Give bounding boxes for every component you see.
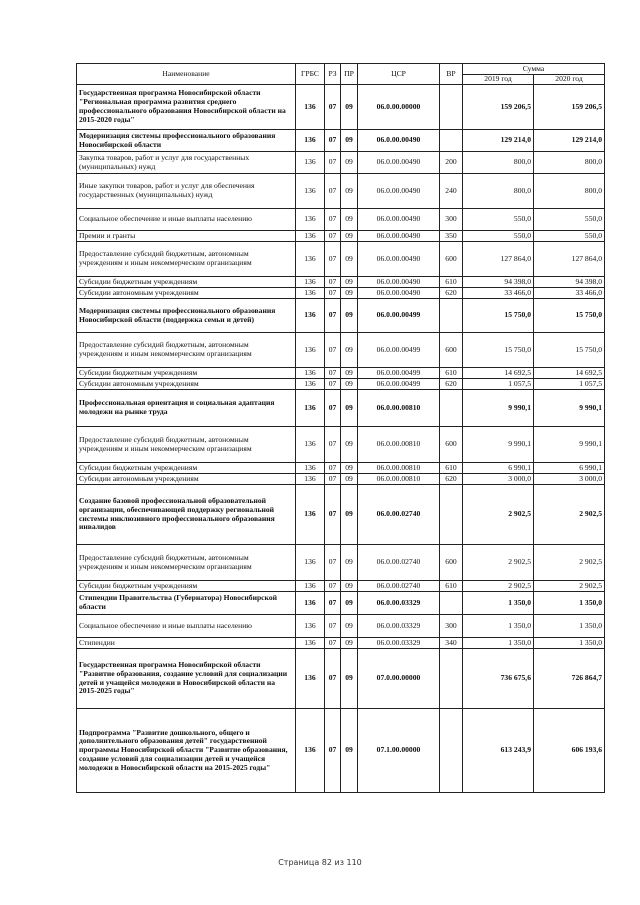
cell-sum-2020: 15 750,0 [534, 333, 605, 368]
cell-grbs: 136 [296, 581, 325, 592]
cell-csr: 06.0.00.03329 [358, 592, 440, 615]
cell-sum-2019: 800,0 [463, 152, 534, 174]
cell-grbs: 136 [296, 277, 325, 288]
table-row [77, 368, 605, 379]
cell-grbs: 136 [296, 638, 325, 649]
cell-csr: 06.0.00.00490 [358, 242, 440, 277]
table-row [77, 85, 605, 130]
cell-rz: 07 [325, 368, 341, 379]
cell-rz: 07 [325, 242, 341, 277]
cell-sum-2019: 15 750,0 [463, 299, 534, 333]
table-row [77, 485, 605, 545]
cell-rz: 07 [325, 427, 341, 463]
cell-sum-2019: 6 990,1 [463, 463, 534, 474]
table-row [77, 242, 605, 277]
header-pr: ПР [341, 64, 358, 85]
cell-csr: 06.0.00.00490 [358, 231, 440, 242]
cell-rz: 07 [325, 709, 341, 793]
cell-sum-2020: 3 000,0 [534, 474, 605, 485]
cell-csr: 06.0.00.00499 [358, 333, 440, 368]
table-row [77, 649, 605, 709]
table-row [77, 474, 605, 485]
cell-vr: 600 [440, 427, 463, 463]
cell-name: Предоставление субсидий бюджетным, автономным учреждениям и иным некоммерческим организациям [77, 242, 296, 277]
cell-sum-2020: 1 350,0 [534, 615, 605, 638]
cell-csr: 06.0.00.00490 [358, 209, 440, 231]
cell-csr: 07.0.00.00000 [358, 649, 440, 709]
cell-vr [440, 709, 463, 793]
cell-rz: 07 [325, 463, 341, 474]
cell-sum-2019: 94 398,0 [463, 277, 534, 288]
cell-name: Субсидии бюджетным учреждениям [77, 581, 296, 592]
cell-sum-2020: 1 057,5 [534, 379, 605, 390]
cell-rz: 07 [325, 638, 341, 649]
cell-sum-2020: 94 398,0 [534, 277, 605, 288]
cell-grbs: 136 [296, 85, 325, 130]
cell-name: Модернизация системы профессионального образования Новосибирской области [77, 130, 296, 152]
cell-pr: 09 [341, 277, 358, 288]
cell-vr [440, 390, 463, 427]
cell-pr: 09 [341, 288, 358, 299]
cell-name: Субсидии автономным учреждениям [77, 474, 296, 485]
cell-name: Субсидии автономным учреждениям [77, 379, 296, 390]
cell-name: Создание базовой профессиональной образовательной организации, обеспечивающей поддержку региональной системы инклюзивного профессионального образования инвалидов [77, 485, 296, 545]
cell-grbs: 136 [296, 299, 325, 333]
cell-pr: 09 [341, 152, 358, 174]
cell-rz: 07 [325, 231, 341, 242]
cell-rz: 07 [325, 333, 341, 368]
cell-name: Стипендии Правительства (Губернатора) Новосибирской области [77, 592, 296, 615]
cell-grbs: 136 [296, 463, 325, 474]
table-row [77, 390, 605, 427]
cell-sum-2020: 800,0 [534, 152, 605, 174]
cell-sum-2019: 33 466,0 [463, 288, 534, 299]
cell-grbs: 136 [296, 615, 325, 638]
cell-sum-2019: 15 750,0 [463, 333, 534, 368]
cell-pr: 09 [341, 174, 358, 209]
cell-grbs: 136 [296, 592, 325, 615]
cell-pr: 09 [341, 474, 358, 485]
cell-vr: 610 [440, 581, 463, 592]
cell-rz: 07 [325, 379, 341, 390]
header-2019: 2019 год [463, 75, 534, 85]
page-number: Страница 82 из 110 [278, 858, 362, 867]
cell-rz: 07 [325, 299, 341, 333]
cell-grbs: 136 [296, 368, 325, 379]
budget-table [76, 63, 605, 793]
cell-grbs: 136 [296, 649, 325, 709]
cell-pr: 09 [341, 581, 358, 592]
cell-sum-2019: 9 990,1 [463, 427, 534, 463]
cell-csr: 06.0.00.00499 [358, 299, 440, 333]
table-row [77, 277, 605, 288]
cell-name: Субсидии автономным учреждениям [77, 288, 296, 299]
cell-sum-2019: 613 243,9 [463, 709, 534, 793]
cell-name: Подпрограмма "Развитие дошкольного, общего и дополнительного образования детей" государственной программы Новосибирской области "Развитие образования, создание условий для социализации детей и учащейся молодежи в Новосибирской области на 2015-2025 годы" [77, 709, 296, 793]
cell-name: Предоставление субсидий бюджетным, автономным учреждениям и иным некоммерческим организациям [77, 427, 296, 463]
cell-name: Государственная программа Новосибирской области "Развитие образования, создание условий для социализации детей и учащейся молодежи в Новосибирской области на 2015-2025 годы" [77, 649, 296, 709]
cell-name: Субсидии бюджетным учреждениям [77, 368, 296, 379]
cell-rz: 07 [325, 288, 341, 299]
cell-sum-2020: 9 990,1 [534, 390, 605, 427]
cell-vr [440, 485, 463, 545]
cell-csr: 06.0.00.00490 [358, 174, 440, 209]
cell-csr: 06.0.00.00000 [358, 85, 440, 130]
cell-rz: 07 [325, 649, 341, 709]
cell-pr: 09 [341, 649, 358, 709]
table-row [77, 581, 605, 592]
cell-grbs: 136 [296, 709, 325, 793]
cell-name: Предоставление субсидий бюджетным, автономным учреждениям и иным некоммерческим организациям [77, 545, 296, 581]
cell-pr: 09 [341, 333, 358, 368]
cell-rz: 07 [325, 615, 341, 638]
table-row [77, 379, 605, 390]
cell-csr: 06.0.00.00810 [358, 463, 440, 474]
cell-pr: 09 [341, 545, 358, 581]
cell-vr [440, 299, 463, 333]
cell-vr: 620 [440, 379, 463, 390]
cell-sum-2020: 800,0 [534, 174, 605, 209]
header-sum: Сумма [463, 64, 605, 75]
cell-sum-2020: 127 864,0 [534, 242, 605, 277]
cell-vr: 610 [440, 368, 463, 379]
cell-rz: 07 [325, 209, 341, 231]
cell-pr: 09 [341, 709, 358, 793]
cell-pr: 09 [341, 299, 358, 333]
cell-grbs: 136 [296, 390, 325, 427]
cell-csr: 06.0.00.03329 [358, 638, 440, 649]
cell-sum-2019: 2 902,5 [463, 545, 534, 581]
cell-name: Социальное обеспечение и иные выплаты населению [77, 615, 296, 638]
cell-grbs: 136 [296, 474, 325, 485]
cell-sum-2020: 159 206,5 [534, 85, 605, 130]
cell-name: Стипендии [77, 638, 296, 649]
cell-sum-2019: 1 350,0 [463, 592, 534, 615]
cell-pr: 09 [341, 231, 358, 242]
cell-grbs: 136 [296, 427, 325, 463]
table-row [77, 592, 605, 615]
cell-pr: 09 [341, 368, 358, 379]
table-row [77, 709, 605, 793]
cell-csr: 06.0.00.00810 [358, 427, 440, 463]
header-name: Наименование [77, 64, 296, 85]
cell-grbs: 136 [296, 231, 325, 242]
cell-vr: 600 [440, 242, 463, 277]
cell-vr [440, 85, 463, 130]
table-body [77, 85, 605, 793]
cell-grbs: 136 [296, 152, 325, 174]
cell-sum-2020: 550,0 [534, 231, 605, 242]
header-rz: РЗ [325, 64, 341, 85]
cell-pr: 09 [341, 485, 358, 545]
cell-sum-2020: 129 214,0 [534, 130, 605, 152]
cell-vr: 240 [440, 174, 463, 209]
cell-name: Модернизация системы профессионального образования Новосибирской области (поддержка семьи и детей) [77, 299, 296, 333]
cell-name: Профессиональная ориентация и социальная адаптация молодежи на рынке труда [77, 390, 296, 427]
cell-vr: 610 [440, 277, 463, 288]
cell-csr: 06.0.00.00490 [358, 130, 440, 152]
cell-sum-2019: 2 902,5 [463, 485, 534, 545]
cell-csr: 06.0.00.00810 [358, 390, 440, 427]
header-2020: 2020 год [534, 75, 605, 85]
cell-rz: 07 [325, 581, 341, 592]
cell-vr: 620 [440, 288, 463, 299]
cell-name: Предоставление субсидий бюджетным, автономным учреждениям и иным некоммерческим организациям [77, 333, 296, 368]
cell-csr: 06.0.00.00810 [358, 474, 440, 485]
cell-rz: 07 [325, 592, 341, 615]
cell-sum-2020: 14 692,5 [534, 368, 605, 379]
header-grbs: ГРБС [296, 64, 325, 85]
table-row [77, 231, 605, 242]
cell-pr: 09 [341, 130, 358, 152]
cell-sum-2020: 15 750,0 [534, 299, 605, 333]
cell-name: Социальное обеспечение и иные выплаты населению [77, 209, 296, 231]
cell-rz: 07 [325, 390, 341, 427]
cell-sum-2020: 2 902,5 [534, 485, 605, 545]
cell-rz: 07 [325, 545, 341, 581]
cell-name: Премии и гранты [77, 231, 296, 242]
cell-sum-2020: 1 350,0 [534, 638, 605, 649]
cell-vr: 300 [440, 615, 463, 638]
cell-name: Субсидии бюджетным учреждениям [77, 463, 296, 474]
cell-vr [440, 592, 463, 615]
cell-vr: 300 [440, 209, 463, 231]
cell-sum-2019: 159 206,5 [463, 85, 534, 130]
cell-csr: 06.0.00.00490 [358, 288, 440, 299]
cell-sum-2019: 1 350,0 [463, 615, 534, 638]
cell-grbs: 136 [296, 288, 325, 299]
cell-rz: 07 [325, 174, 341, 209]
cell-sum-2020: 1 350,0 [534, 592, 605, 615]
cell-vr: 620 [440, 474, 463, 485]
cell-pr: 09 [341, 638, 358, 649]
cell-grbs: 136 [296, 242, 325, 277]
cell-pr: 09 [341, 463, 358, 474]
cell-rz: 07 [325, 85, 341, 130]
table-row [77, 427, 605, 463]
cell-sum-2019: 9 990,1 [463, 390, 534, 427]
cell-pr: 09 [341, 427, 358, 463]
cell-grbs: 136 [296, 545, 325, 581]
cell-sum-2020: 550,0 [534, 209, 605, 231]
cell-pr: 09 [341, 592, 358, 615]
cell-sum-2019: 800,0 [463, 174, 534, 209]
table-row [77, 463, 605, 474]
cell-sum-2020: 33 466,0 [534, 288, 605, 299]
cell-sum-2019: 1 057,5 [463, 379, 534, 390]
cell-pr: 09 [341, 379, 358, 390]
cell-name: Субсидии бюджетным учреждениям [77, 277, 296, 288]
cell-csr: 06.0.00.02740 [358, 485, 440, 545]
cell-rz: 07 [325, 277, 341, 288]
table-row [77, 615, 605, 638]
cell-csr: 06.0.00.00499 [358, 368, 440, 379]
cell-sum-2019: 3 000,0 [463, 474, 534, 485]
cell-name: Иные закупки товаров, работ и услуг для обеспечения государственных (муниципальных) нужд [77, 174, 296, 209]
cell-sum-2020: 2 902,5 [534, 581, 605, 592]
cell-vr: 610 [440, 463, 463, 474]
cell-rz: 07 [325, 485, 341, 545]
cell-grbs: 136 [296, 174, 325, 209]
cell-pr: 09 [341, 85, 358, 130]
cell-grbs: 136 [296, 333, 325, 368]
cell-sum-2020: 6 990,1 [534, 463, 605, 474]
cell-pr: 09 [341, 615, 358, 638]
table-row [77, 209, 605, 231]
header-vr: ВР [440, 64, 463, 85]
cell-sum-2020: 726 864,7 [534, 649, 605, 709]
table-row [77, 152, 605, 174]
cell-sum-2020: 9 990,1 [534, 427, 605, 463]
cell-sum-2019: 550,0 [463, 209, 534, 231]
cell-csr: 06.0.00.02740 [358, 545, 440, 581]
cell-sum-2019: 550,0 [463, 231, 534, 242]
cell-sum-2019: 736 675,6 [463, 649, 534, 709]
cell-grbs: 136 [296, 209, 325, 231]
cell-sum-2019: 1 350,0 [463, 638, 534, 649]
cell-vr: 350 [440, 231, 463, 242]
cell-pr: 09 [341, 390, 358, 427]
cell-grbs: 136 [296, 130, 325, 152]
table-row [77, 299, 605, 333]
cell-sum-2019: 129 214,0 [463, 130, 534, 152]
table-row [77, 174, 605, 209]
header-csr: ЦСР [358, 64, 440, 85]
cell-vr [440, 649, 463, 709]
cell-rz: 07 [325, 130, 341, 152]
cell-rz: 07 [325, 152, 341, 174]
cell-name: Государственная программа Новосибирской области "Региональная программа развития среднего профессионального образования Новосибирской области на 2015-2020 годы" [77, 85, 296, 130]
cell-vr [440, 130, 463, 152]
cell-sum-2019: 127 864,0 [463, 242, 534, 277]
cell-csr: 06.0.00.03329 [358, 615, 440, 638]
cell-vr: 200 [440, 152, 463, 174]
cell-sum-2020: 2 902,5 [534, 545, 605, 581]
table-row [77, 545, 605, 581]
table-row [77, 288, 605, 299]
cell-name: Закупка товаров, работ и услуг для государственных (муниципальных) нужд [77, 152, 296, 174]
table-row [77, 130, 605, 152]
cell-csr: 06.0.00.00499 [358, 379, 440, 390]
cell-vr: 600 [440, 545, 463, 581]
cell-sum-2019: 2 902,5 [463, 581, 534, 592]
cell-sum-2020: 606 193,6 [534, 709, 605, 793]
cell-pr: 09 [341, 209, 358, 231]
table-row [77, 638, 605, 649]
cell-vr: 340 [440, 638, 463, 649]
table-row [77, 333, 605, 368]
cell-csr: 07.1.00.00000 [358, 709, 440, 793]
cell-grbs: 136 [296, 379, 325, 390]
cell-csr: 06.0.00.00490 [358, 277, 440, 288]
cell-csr: 06.0.00.00490 [358, 152, 440, 174]
cell-vr: 600 [440, 333, 463, 368]
cell-rz: 07 [325, 474, 341, 485]
cell-pr: 09 [341, 242, 358, 277]
cell-csr: 06.0.00.02740 [358, 581, 440, 592]
cell-sum-2019: 14 692,5 [463, 368, 534, 379]
cell-grbs: 136 [296, 485, 325, 545]
